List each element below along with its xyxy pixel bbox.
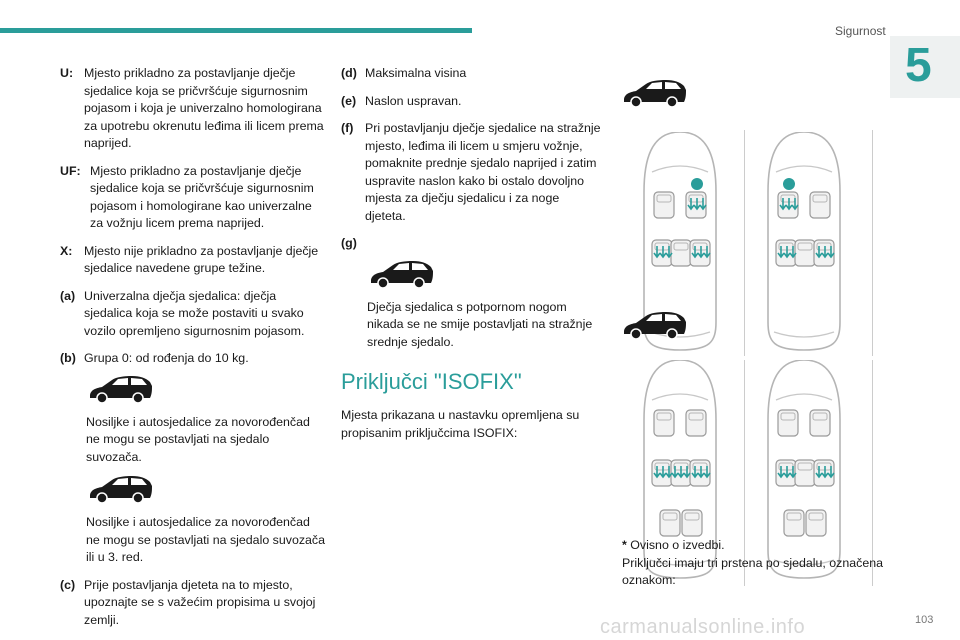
watermark: carmanualsonline.info bbox=[600, 616, 806, 638]
note-key: (a) bbox=[60, 288, 76, 303]
isofix-icon bbox=[783, 178, 795, 190]
note-d bbox=[341, 65, 603, 83]
note-key: (b) bbox=[60, 351, 76, 365]
note-g bbox=[341, 235, 603, 253]
left-column bbox=[60, 65, 325, 639]
suv-car-icon bbox=[369, 261, 435, 289]
note-key: (f) bbox=[341, 121, 354, 135]
legend-u bbox=[60, 65, 325, 153]
footnote-star: * bbox=[622, 538, 627, 552]
middle-column bbox=[341, 65, 603, 442]
legend-key: UF: bbox=[60, 163, 81, 178]
legend-key: U: bbox=[60, 66, 74, 80]
divider bbox=[744, 130, 745, 356]
legend-x bbox=[60, 243, 325, 278]
legend-uf bbox=[60, 163, 325, 233]
section-title-header: Sigurnost bbox=[835, 24, 886, 38]
note-e bbox=[341, 93, 603, 111]
note-text: Maksimalna visina bbox=[365, 66, 467, 80]
note-text: Pri postavljanju dječje sjedalice na stražnje mjesto, leđima ili licem u smjeru vožnje, pomaknite prednje sjedalo naprijed i zatim uspravite naslon kako bi ostalo dovoljno mjesta za dječju sjedalicu i za noge djeteta. bbox=[365, 121, 601, 223]
isofix-section-title: Priključci "ISOFIX" bbox=[341, 369, 522, 394]
note-b-text-1: Nosiljke i autosjedalice za novorođenčad ne mogu se postavljati na sjedalo suvozača. bbox=[86, 414, 310, 464]
chapter-number: 5 bbox=[905, 39, 932, 92]
car-top-view-5-seat-alt bbox=[764, 132, 846, 356]
legend-text: Mjesto prikladno za postavljanje dječje sjedalice koja se pričvršćuje sigurnosnim pojasom i koja je univerzalno homologirana za upotrebu okrenutu leđima ili licem prema naprijed. bbox=[84, 66, 324, 150]
note-key: (e) bbox=[341, 93, 357, 108]
note-key: (c) bbox=[60, 577, 76, 592]
suv-car-icon bbox=[622, 80, 688, 108]
footnote-line bbox=[622, 537, 892, 555]
legend-text: Mjesto prikladno za postavljanje dječje sjedalice koja se pričvršćuje sigurnosnim pojasom i homologirane kao univerzalne za vožnju licem prema naprijed. bbox=[90, 163, 314, 230]
note-key: (d) bbox=[341, 66, 357, 80]
note-b-text-2: Nosiljke i autosjedalice za novorođenčad ne mogu se postavljati na sjedalo suvozača ili u 3. red. bbox=[86, 515, 326, 564]
note-key: (g) bbox=[341, 236, 357, 250]
note-f bbox=[341, 120, 603, 225]
note-text: Naslon uspravan. bbox=[365, 93, 462, 108]
legend-key: X: bbox=[60, 243, 73, 258]
footnote-text: Ovisno o izvedbi. bbox=[626, 538, 725, 552]
isofix-intro: Mjesta prikazana u nastavku opremljena su propisanim priključcima ISOFIX: bbox=[341, 408, 580, 440]
note-g-text: Dječja sjedalica s potpornom nogom nikada se ne smije postavljati na stražnje srednje sjedalo. bbox=[367, 299, 593, 349]
isofix-icon bbox=[691, 178, 703, 190]
isofix-diagrams bbox=[612, 60, 892, 600]
note-a bbox=[60, 288, 325, 341]
suv-7seat-car-icon bbox=[622, 312, 688, 340]
divider bbox=[872, 130, 873, 356]
note-text: Grupa 0: od rođenja do 10 kg. bbox=[84, 351, 249, 365]
suv-car-icon bbox=[88, 376, 154, 404]
note-text: Univerzalna dječja sjedalica: dječja sjedalica koja se može postaviti u svako vozilo opremljeno sigurnosnim pojasom. bbox=[84, 288, 305, 338]
note-text bbox=[365, 235, 603, 253]
page-number: 103 bbox=[915, 614, 934, 626]
note-b bbox=[60, 350, 325, 368]
footnote bbox=[622, 537, 892, 590]
note-text: Prije postavljanja djeteta na to mjesto, upoznajte se s važećim propisima u svojoj zemlji. bbox=[84, 577, 316, 627]
suv-7seat-car-icon bbox=[88, 476, 154, 504]
note-c bbox=[60, 577, 325, 630]
legend-text: Mjesto nije prikladno za postavljanje dječje sjedalice navedene grupe težine. bbox=[84, 243, 319, 275]
header-accent-bar bbox=[0, 28, 472, 33]
footnote-line-2: Priključci imaju tri prstena po sjedalu, označena oznakom: bbox=[622, 555, 884, 587]
